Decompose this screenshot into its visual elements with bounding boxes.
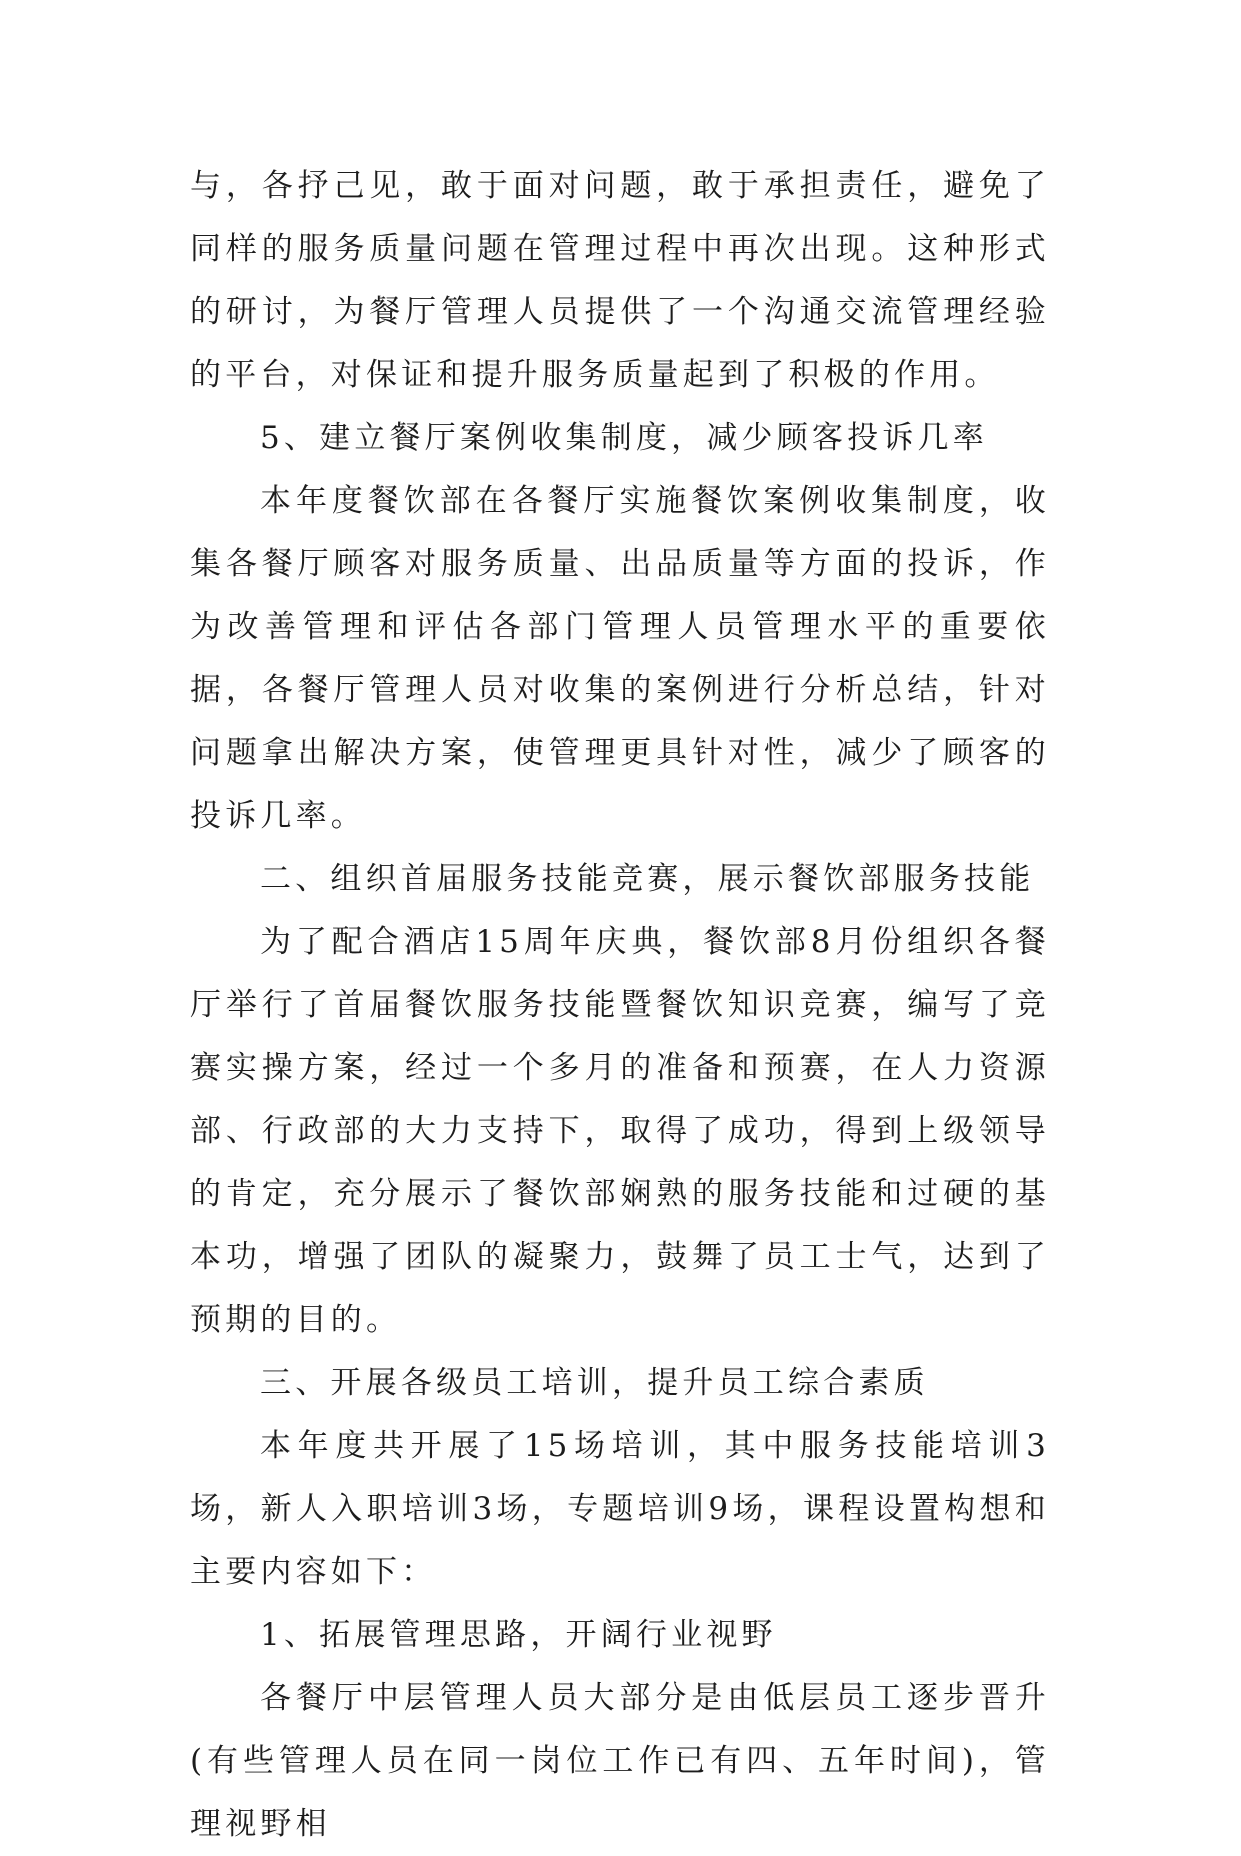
heading-staff-training: 三、开展各级员工培训，提升员工综合素质: [260, 1365, 929, 1401]
heading-skills-competition: 二、组织首届服务技能竞赛，展示餐饮部服务技能: [260, 861, 1035, 897]
subheading-case-collection: 5、建立餐厅案例收集制度，减少顾客投诉几率: [260, 420, 988, 456]
paragraph-skills-competition: 为了配合酒店15周年庆典，餐饮部8月份组织各餐厅举行了首届餐饮服务技能暨餐饮知识竞赛，编写了竞赛实操方案，经过一个多月的准备和预赛，在人力资源部、行政部的大力支持下，取得了成功，得到上级领导的肯定，充分展示了餐饮部娴熟的服务技能和过硬的基本功，增强了团队的凝聚力，鼓舞了员工士气，达到了预期的目的。: [190, 924, 1050, 1338]
subheading-management-thinking: 1、拓展管理思路，开阔行业视野: [260, 1617, 777, 1653]
paragraph-case-collection: 本年度餐饮部在各餐厅实施餐饮案例收集制度，收集各餐厅顾客对服务质量、出品质量等方面的投诉，作为改善管理和评估各部门管理人员管理水平的重要依据，各餐厅管理人员对收集的案例进行分析总结，针对问题拿出解决方案，使管理更具针对性，减少了顾客的投诉几率。: [190, 483, 1050, 834]
paragraph-staff-training: 本年度共开展了15场培训，其中服务技能培训3场，新人入职培训3场，专题培训9场，课程设置构想和主要内容如下：: [190, 1428, 1050, 1590]
paragraph-continuation: 与，各抒己见，敢于面对问题，敢于承担责任，避免了同样的服务质量问题在管理过程中再次出现。这种形式的研讨，为餐厅管理人员提供了一个沟通交流管理经验的平台，对保证和提升服务质量起到了积极的作用。: [190, 168, 1050, 393]
paragraph-management-thinking: 各餐厅中层管理人员大部分是由低层员工逐步晋升(有些管理人员在同一岗位工作已有四、五年时间)，管理视野相: [190, 1680, 1050, 1842]
document-body: [190, 155, 1050, 1856]
